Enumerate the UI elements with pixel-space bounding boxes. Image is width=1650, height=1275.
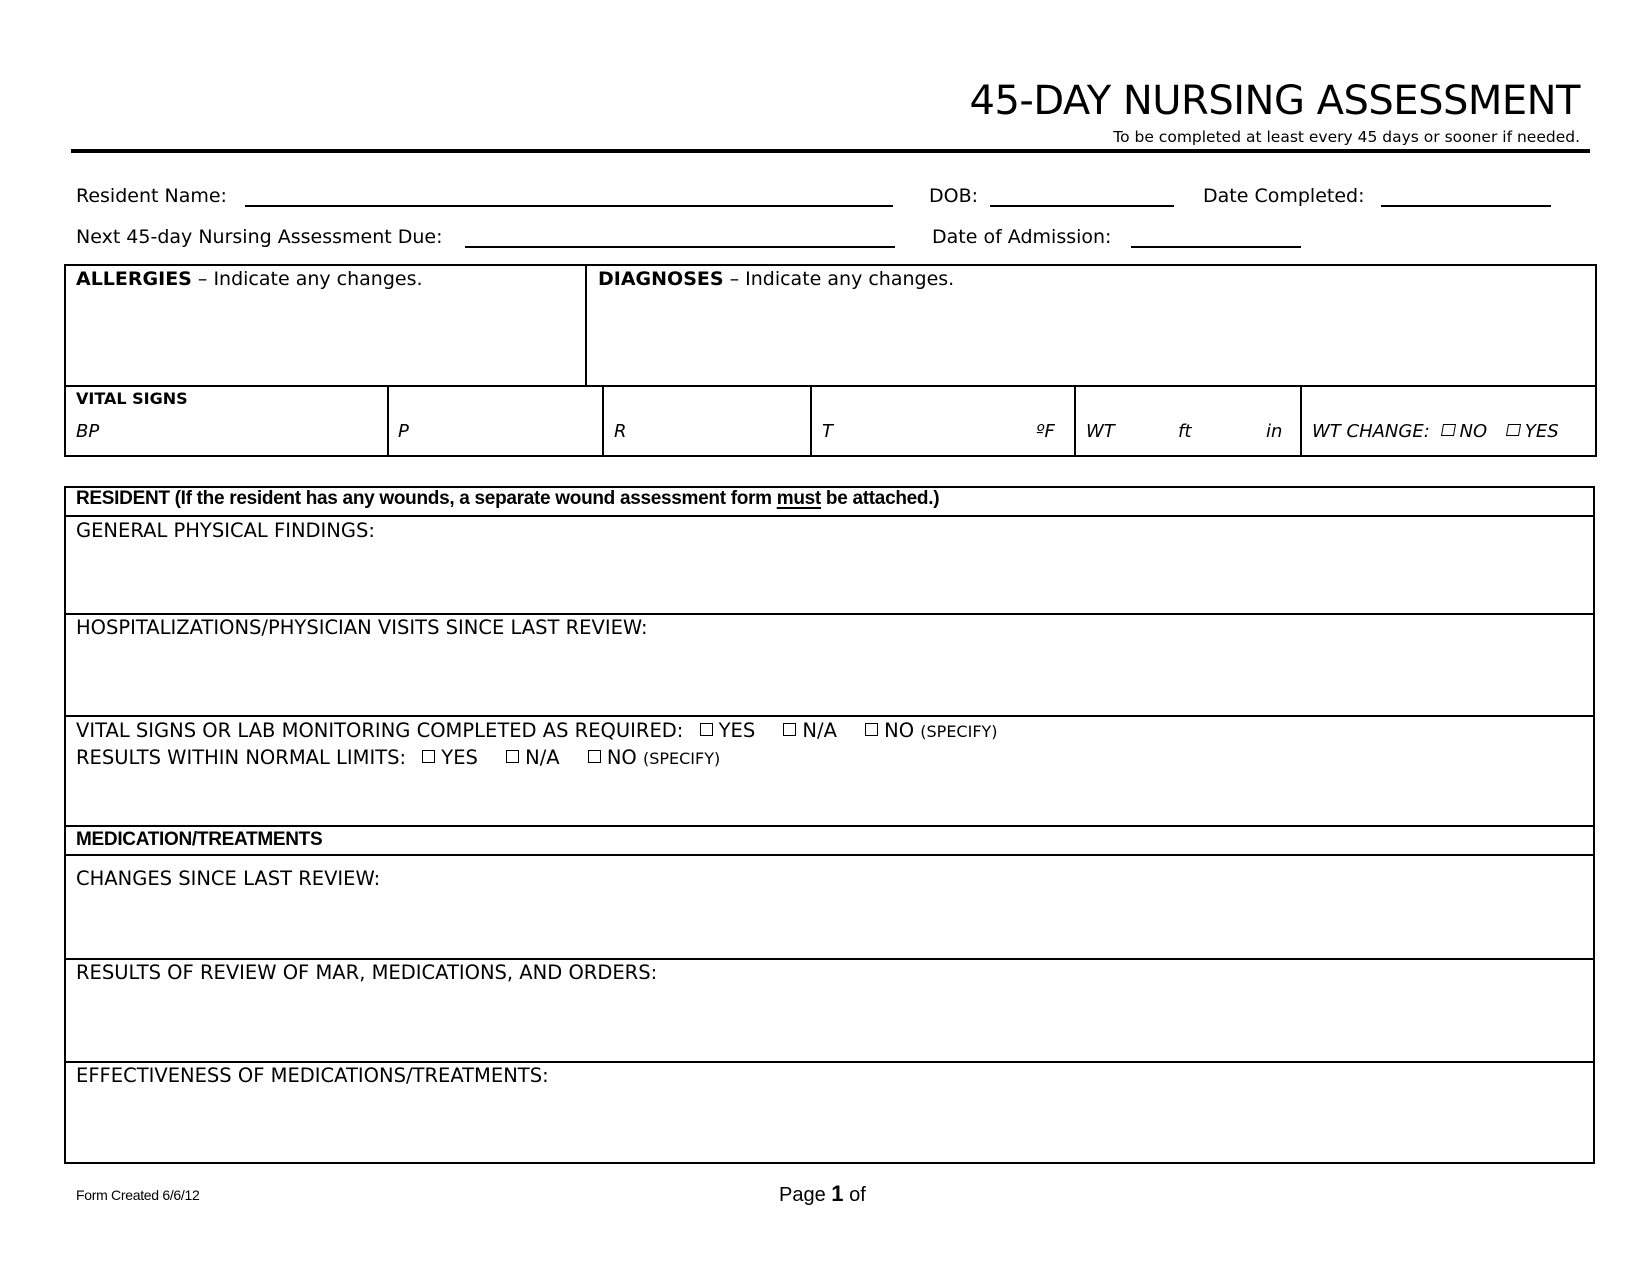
general-findings-field[interactable] xyxy=(66,542,1593,612)
vital-lab-na-checkbox[interactable] xyxy=(783,723,796,736)
results-normal-limits-label: RESULTS WITHIN NORMAL LIMITS: xyxy=(76,746,407,769)
resident-name-field[interactable] xyxy=(245,205,893,207)
resident-heading-suffix: be attached.) xyxy=(820,488,940,509)
resident-section-heading xyxy=(76,488,939,510)
weight-change-group xyxy=(1312,422,1559,442)
resident-heading-must: must xyxy=(776,488,821,509)
vital-signs-heading: VITAL SIGNS xyxy=(76,389,188,408)
inches-unit: in xyxy=(1266,421,1283,442)
date-completed-field[interactable] xyxy=(1381,205,1551,207)
form-title: 45-DAY NURSING ASSESSMENT xyxy=(969,78,1580,124)
mar-review-field[interactable] xyxy=(66,986,1593,1060)
column-divider xyxy=(810,386,812,456)
results-yes-label: YES xyxy=(441,746,478,769)
allergies-instruction: – Indicate any changes. xyxy=(191,268,423,290)
page-suffix: of xyxy=(849,1184,866,1206)
vital-lab-na-label: N/A xyxy=(802,719,837,742)
date-of-admission-field[interactable] xyxy=(1131,246,1301,248)
fahrenheit-unit: ºF xyxy=(1036,421,1055,442)
dob-field[interactable] xyxy=(990,205,1174,207)
hospitalizations-label: HOSPITALIZATIONS/PHYSICIAN VISITS SINCE LAST REVIEW: xyxy=(76,616,648,639)
mar-review-label: RESULTS OF REVIEW OF MAR, MEDICATIONS, AND ORDERS: xyxy=(76,961,658,984)
weight-change-no-checkbox[interactable] xyxy=(1440,424,1455,436)
date-completed-label: Date Completed: xyxy=(1203,185,1365,207)
changes-since-review-label: CHANGES SINCE LAST REVIEW: xyxy=(76,867,381,890)
row-divider xyxy=(64,825,1595,827)
vital-lab-monitoring-label: VITAL SIGNS OR LAB MONITORING COMPLETED AS REQUIRED: xyxy=(76,719,684,742)
allergies-cell[interactable] xyxy=(76,268,423,290)
weight-label[interactable]: WT xyxy=(1086,421,1115,442)
column-divider xyxy=(1300,386,1302,456)
row-divider xyxy=(64,715,1595,717)
results-specify-label: (SPECIFY) xyxy=(642,749,721,768)
row-divider xyxy=(64,958,1595,960)
weight-change-no-label: NO xyxy=(1459,421,1488,442)
effectiveness-field[interactable] xyxy=(66,1089,1593,1161)
weight-change-label: WT CHANGE: xyxy=(1312,421,1430,442)
page-indicator xyxy=(779,1183,866,1206)
page-number: 1 xyxy=(831,1181,844,1206)
bp-label[interactable]: BP xyxy=(76,421,100,442)
row-divider xyxy=(64,1061,1595,1063)
next-due-field[interactable] xyxy=(465,246,895,248)
weight-change-yes-checkbox[interactable] xyxy=(1506,424,1521,436)
diagnoses-instruction: – Indicate any changes. xyxy=(723,268,955,290)
effectiveness-label: EFFECTIVENESS OF MEDICATIONS/TREATMENTS: xyxy=(76,1064,549,1087)
form-created-date: Form Created 6/6/12 xyxy=(76,1187,200,1203)
date-of-admission-label: Date of Admission: xyxy=(932,226,1112,248)
results-na-checkbox[interactable] xyxy=(506,750,519,763)
column-divider xyxy=(387,386,389,456)
next-due-label: Next 45-day Nursing Assessment Due: xyxy=(76,226,443,248)
table-divider xyxy=(64,385,1597,387)
resident-name-label: Resident Name: xyxy=(76,185,227,207)
resident-heading-text: RESIDENT (If the resident has any wounds, a separate wound assessment form xyxy=(76,488,777,509)
column-divider xyxy=(602,386,604,456)
dob-label: DOB: xyxy=(929,185,979,207)
temperature-label[interactable]: T xyxy=(822,421,833,442)
changes-since-review-field[interactable] xyxy=(66,892,1593,956)
allergies-heading: ALLERGIES xyxy=(76,268,192,290)
results-na-label: N/A xyxy=(525,746,560,769)
diagnoses-heading: DIAGNOSES xyxy=(598,268,724,290)
row-divider xyxy=(64,854,1595,856)
vital-lab-monitoring-row xyxy=(76,720,998,743)
results-normal-limits-row xyxy=(76,747,720,770)
respiration-label[interactable]: R xyxy=(614,421,627,442)
results-yes-checkbox[interactable] xyxy=(422,750,435,763)
column-divider xyxy=(1074,386,1076,456)
hospitalizations-field[interactable] xyxy=(66,640,1593,714)
vital-lab-no-checkbox[interactable] xyxy=(865,723,878,736)
vital-lab-no-label: NO xyxy=(884,719,915,742)
results-no-checkbox[interactable] xyxy=(588,750,601,763)
vital-lab-yes-checkbox[interactable] xyxy=(700,723,713,736)
results-no-label: NO xyxy=(606,746,637,769)
row-divider xyxy=(64,515,1595,517)
pulse-label[interactable]: P xyxy=(398,421,409,442)
page-prefix: Page xyxy=(779,1184,826,1206)
diagnoses-cell[interactable] xyxy=(598,268,954,290)
column-divider xyxy=(585,264,587,386)
vital-lab-yes-label: YES xyxy=(718,719,756,742)
form-subtitle: To be completed at least every 45 days or sooner if needed. xyxy=(1113,128,1580,146)
weight-change-yes-label: YES xyxy=(1524,421,1559,442)
row-divider xyxy=(64,613,1595,615)
vital-lab-specify-label: (SPECIFY) xyxy=(920,722,998,741)
header-divider xyxy=(71,149,1590,153)
feet-unit: ft xyxy=(1178,421,1192,442)
general-findings-label: GENERAL PHYSICAL FINDINGS: xyxy=(76,519,375,542)
medication-section-heading: MEDICATION/TREATMENTS xyxy=(76,829,323,850)
